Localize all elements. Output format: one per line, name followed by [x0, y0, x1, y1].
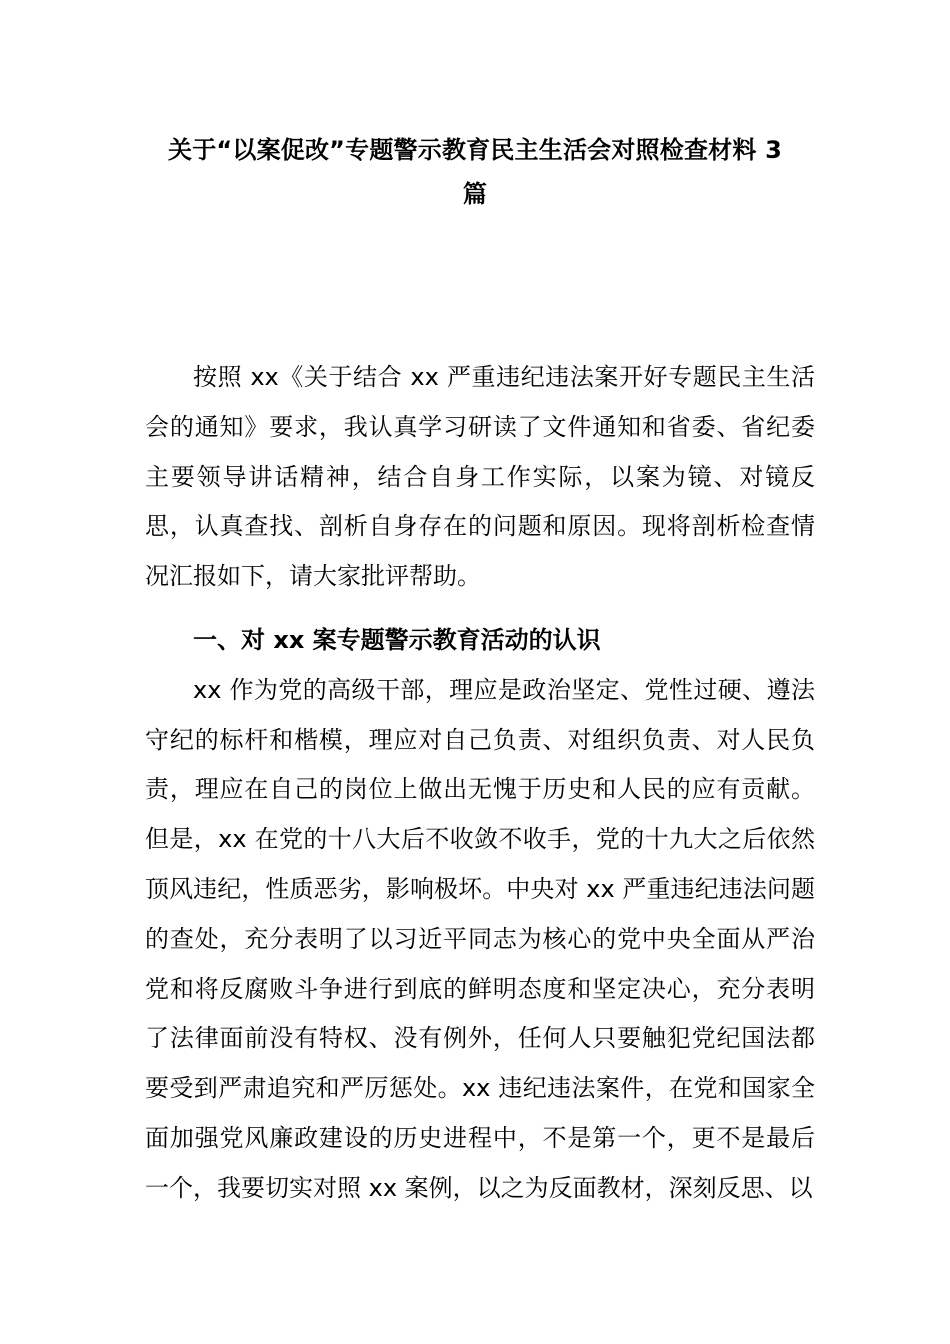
document-title-line-2: 篇	[462, 180, 488, 208]
section-1-heading: 一、对 xx 案专题警示教育活动的认识	[193, 625, 601, 654]
document-title	[130, 128, 820, 216]
section-1-paragraph: xx 作为党的高级干部，理应是政治坚定、党性过硬、遵法守纪的标杆和楷模，理应对自己负责、对组织负责、对人民负责，理应在自己的岗位上做出无愧于历史和人民的应有贡献。但是，xx 在党的十八大后不收敛不收手，党的十九大之后依然顶风违纪，性质恶劣，影响极坏。中央对 xx 严重违纪违法问题的查处，充分表明了以习近平同志为核心的党中央全面从严治党和将反腐败斗争进行到底的鲜明态度和坚定决心，充分表明了法律面前没有特权、没有例外，任何人只要触犯党纪国法都要受到严肃追究和严厉惩处。xx 违纪违法案件，在党和国家全面加强党风廉政建设的历史进程中，不是第一个，更不是最后一个，我要切实对照 xx 案例，以之为反面教材，深刻反思、以	[145, 675, 815, 1202]
document-title-line-1: 关于“以案促改”专题警示教育民主生活会对照检查材料 3	[168, 136, 782, 164]
intro-paragraph: 按照 xx《关于结合 xx 严重违纪违法案开好专题民主生活会的通知》要求，我认真学习研读了文件通知和省委、省纪委主要领导讲话精神，结合自身工作实际，以案为镜、对镜反思，认真查找、剖析自身存在的问题和原因。现将剖析检查情况汇报如下，请大家批评帮助。	[145, 363, 815, 591]
document-body	[145, 353, 815, 1214]
